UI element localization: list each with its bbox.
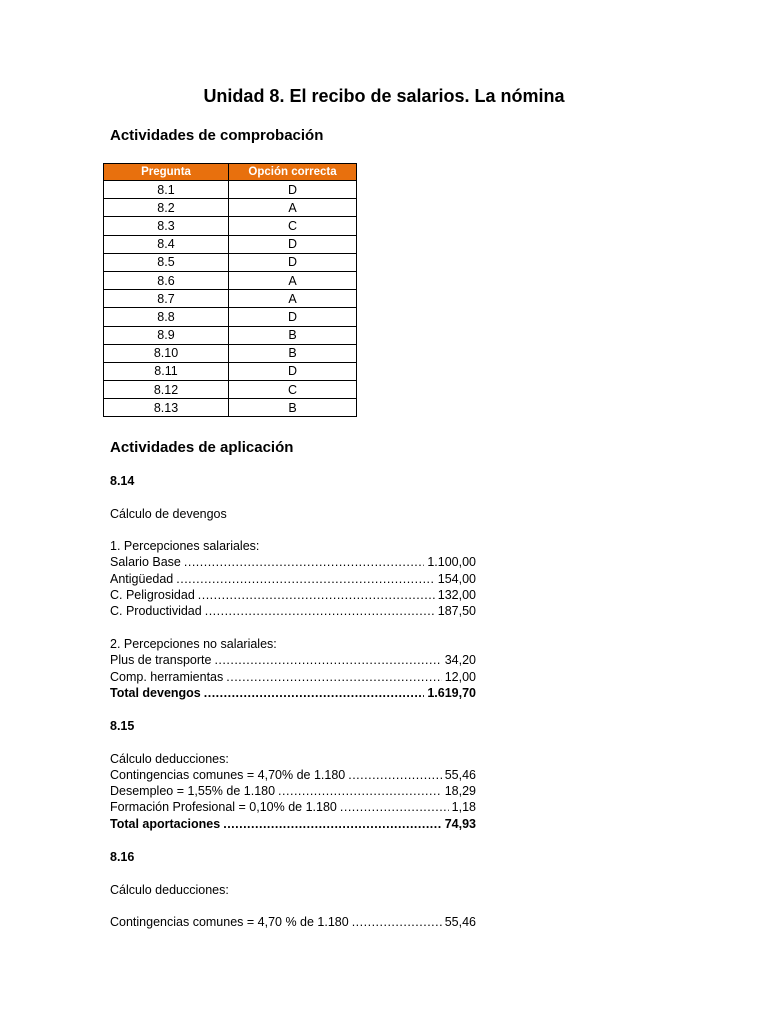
correct-option-cell: A	[229, 271, 357, 289]
leader-dots	[176, 571, 435, 587]
amount-row	[110, 571, 476, 587]
exercise-heading: 8.14	[110, 474, 135, 488]
column-header-pregunta: Pregunta	[104, 164, 229, 181]
question-number-cell: 8.12	[104, 381, 229, 399]
question-number-cell: 8.1	[104, 181, 229, 199]
table-row	[104, 199, 357, 217]
exercise-heading: 8.15	[110, 719, 135, 733]
question-number-cell: 8.10	[104, 344, 229, 362]
correct-option-cell: D	[229, 181, 357, 199]
page-title: Unidad 8. El recibo de salarios. La nómina	[203, 86, 565, 106]
table-row	[104, 308, 357, 326]
correct-option-cell: D	[229, 253, 357, 271]
total-label: Total aportaciones	[110, 816, 221, 831]
leader-dots	[340, 799, 449, 815]
correct-option-cell: D	[229, 362, 357, 380]
amount-label: Salario Base	[110, 555, 181, 570]
amount-value: 1.100,00	[427, 555, 476, 570]
leader-dots	[352, 914, 442, 930]
correct-option-cell: B	[229, 399, 357, 417]
table-row	[104, 381, 357, 399]
table-header-row	[104, 164, 357, 181]
leader-dots	[348, 767, 441, 783]
table-row	[104, 326, 357, 344]
table-row	[104, 271, 357, 289]
leader-dots	[223, 816, 442, 832]
amount-value: 132,00	[437, 588, 476, 603]
amount-row	[110, 783, 476, 799]
question-number-cell: 8.2	[104, 199, 229, 217]
total-value: 74,93	[444, 816, 476, 831]
exercise-8-16	[110, 849, 476, 930]
amount-label: Desempleo = 1,55% de 1.180	[110, 784, 276, 799]
amount-value: 55,46	[444, 767, 476, 782]
table-row	[104, 253, 357, 271]
amount-row	[110, 914, 476, 930]
correct-option-cell: C	[229, 217, 357, 235]
amount-row	[110, 652, 476, 668]
leader-dots	[214, 652, 441, 668]
amount-row	[110, 603, 476, 619]
amount-label: C. Productividad	[110, 604, 202, 619]
table-row	[104, 399, 357, 417]
total-label: Total devengos	[110, 685, 201, 700]
amount-label: Contingencias comunes = 4,70 % de 1.180	[110, 915, 349, 930]
question-number-cell: 8.4	[104, 235, 229, 253]
amount-label: Plus de transporte	[110, 653, 212, 668]
leader-dots	[184, 554, 424, 570]
amount-row	[110, 799, 476, 815]
exercise-intro: Cálculo deducciones:	[110, 882, 229, 897]
group-title: 2. Percepciones no salariales:	[110, 636, 277, 651]
question-number-cell: 8.13	[104, 399, 229, 417]
amount-value: 1,18	[451, 800, 476, 815]
exercise-8-15	[110, 718, 476, 832]
question-number-cell: 8.5	[104, 253, 229, 271]
correct-option-cell: A	[229, 290, 357, 308]
question-number-cell: 8.9	[104, 326, 229, 344]
correct-option-cell: B	[229, 344, 357, 362]
amount-value: 55,46	[444, 915, 476, 930]
exercise-heading: 8.16	[110, 850, 135, 864]
correct-option-cell: C	[229, 381, 357, 399]
correct-option-cell: B	[229, 326, 357, 344]
column-header-opcion: Opción correcta	[229, 164, 357, 181]
table-row	[104, 290, 357, 308]
total-aportaciones-row	[110, 816, 476, 832]
leader-dots	[204, 685, 425, 701]
amount-value: 18,29	[444, 784, 476, 799]
exercise-8-14	[110, 473, 476, 701]
total-value: 1.619,70	[427, 685, 476, 700]
leader-dots	[205, 603, 435, 619]
table-row	[104, 362, 357, 380]
question-number-cell: 8.7	[104, 290, 229, 308]
amount-label: C. Peligrosidad	[110, 588, 195, 603]
table-row	[104, 344, 357, 362]
amount-label: Formación Profesional = 0,10% de 1.180	[110, 800, 337, 815]
correct-option-cell: D	[229, 308, 357, 326]
correct-option-cell: D	[229, 235, 357, 253]
amount-value: 154,00	[437, 571, 476, 586]
question-number-cell: 8.3	[104, 217, 229, 235]
table-row	[104, 181, 357, 199]
group-title: 1. Percepciones salariales:	[110, 539, 260, 554]
question-number-cell: 8.11	[104, 362, 229, 380]
table-row	[104, 235, 357, 253]
amount-row	[110, 587, 476, 603]
amount-label: Comp. herramientas	[110, 669, 224, 684]
amount-value: 187,50	[437, 604, 476, 619]
amount-value: 12,00	[444, 669, 476, 684]
section-heading-comprobacion: Actividades de comprobación	[110, 127, 324, 144]
answers-table	[103, 163, 357, 417]
amount-label: Contingencias comunes = 4,70% de 1.180	[110, 767, 346, 782]
amount-value: 34,20	[444, 653, 476, 668]
total-devengos-row	[110, 685, 476, 701]
amount-row	[110, 767, 476, 783]
leader-dots	[226, 669, 441, 685]
amount-label: Antigüedad	[110, 571, 174, 586]
question-number-cell: 8.6	[104, 271, 229, 289]
table-row	[104, 217, 357, 235]
leader-dots	[278, 783, 442, 799]
exercise-intro: Cálculo deducciones:	[110, 751, 229, 766]
question-number-cell: 8.8	[104, 308, 229, 326]
section-heading-aplicacion: Actividades de aplicación	[110, 439, 294, 456]
amount-row	[110, 554, 476, 570]
exercise-intro: Cálculo de devengos	[110, 506, 227, 521]
amount-row	[110, 669, 476, 685]
correct-option-cell: A	[229, 199, 357, 217]
leader-dots	[198, 587, 435, 603]
